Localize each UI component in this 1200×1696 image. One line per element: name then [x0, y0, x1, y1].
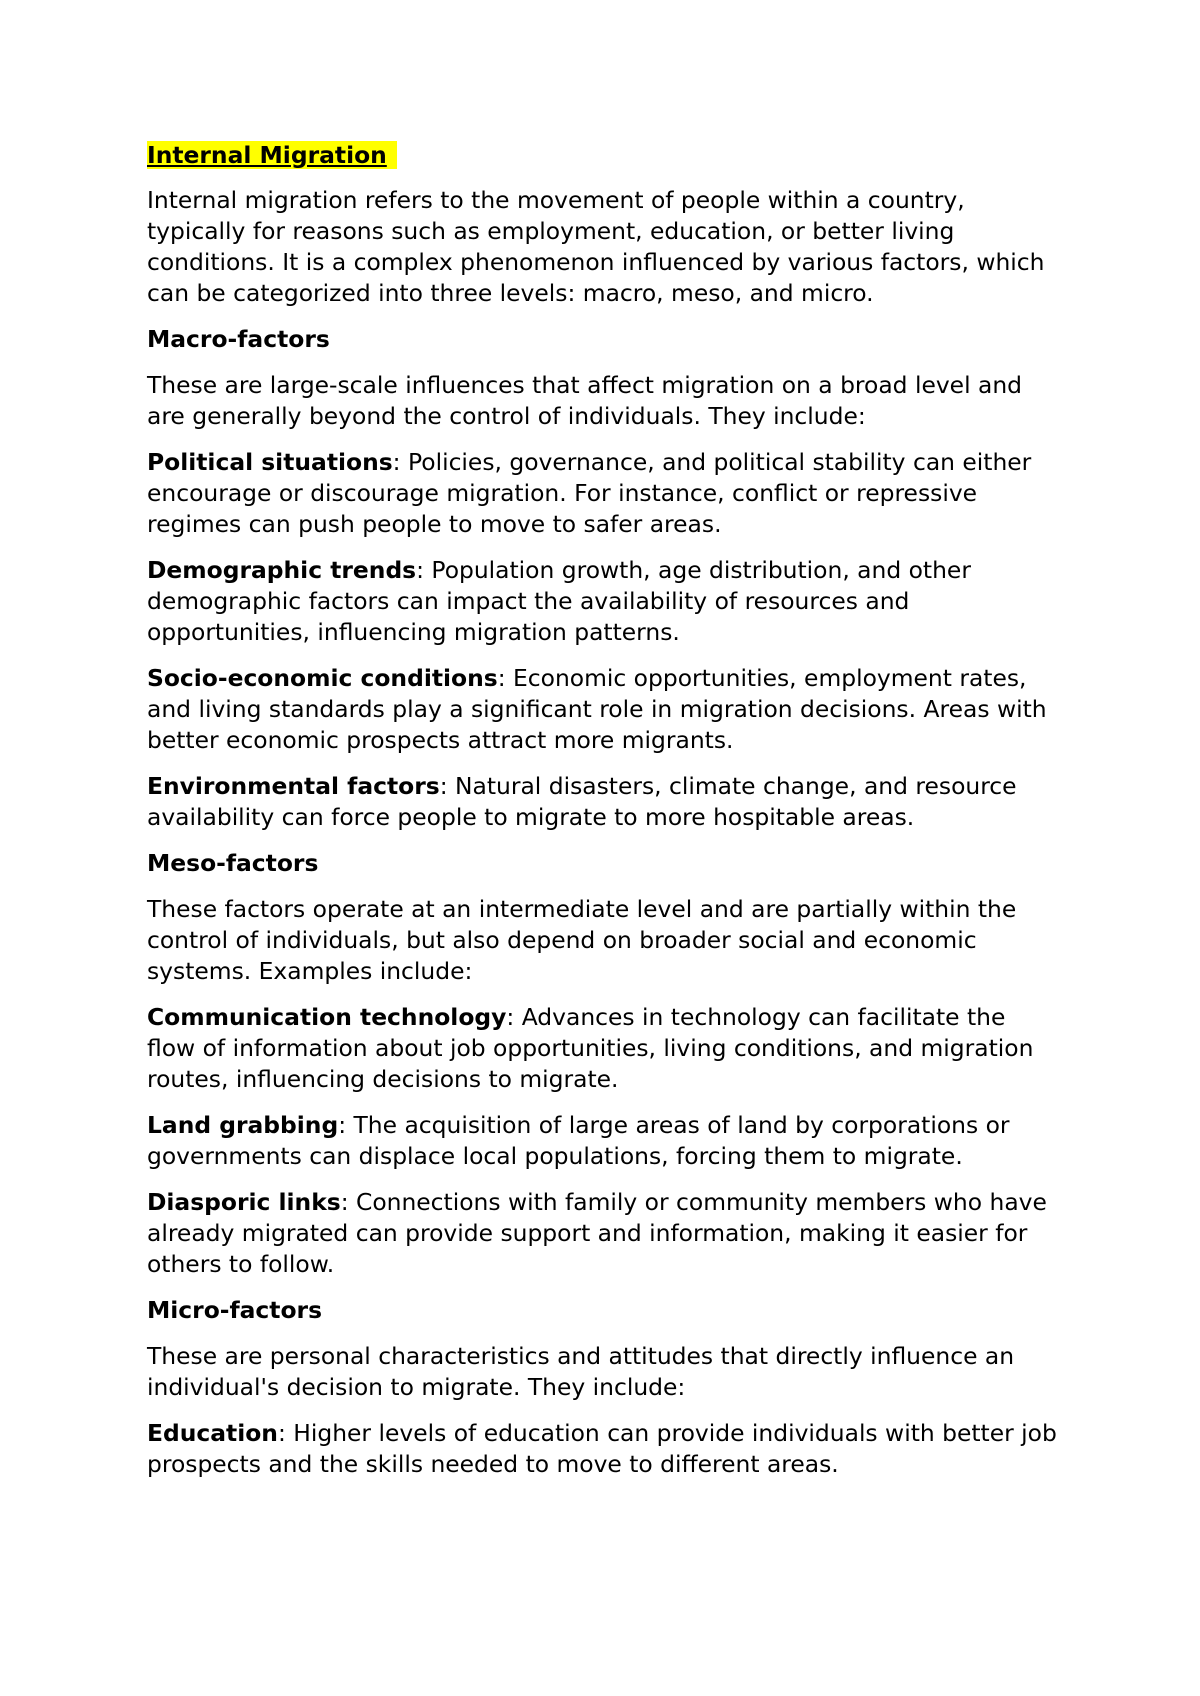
factor-item	[147, 555, 1060, 648]
meso-section	[147, 848, 1060, 1280]
factor-item	[147, 1418, 1060, 1480]
factor-term: Environmental factors	[147, 772, 440, 800]
factor-text: : Higher levels of education can provide individuals with better job prospects and the skills needed to move to different areas.	[147, 1419, 1057, 1478]
factor-item	[147, 663, 1060, 756]
factor-text: : Policies, governance, and political stability can either encourage or discourage migration. For instance, conflict or repressive regimes can push people to move to safer areas.	[147, 448, 1032, 538]
macro-section	[147, 324, 1060, 833]
factor-item	[147, 1110, 1060, 1172]
factor-text: : Natural disasters, climate change, and resource availability can force people to migrate to more hospitable areas.	[147, 772, 1017, 831]
factor-term: Political situations	[147, 448, 393, 476]
section-heading: Macro-factors	[147, 325, 330, 353]
factor-term: Education	[147, 1419, 278, 1447]
factor-item	[147, 1187, 1060, 1280]
document-title	[147, 140, 1060, 171]
factor-item	[147, 1002, 1060, 1095]
factor-item	[147, 771, 1060, 833]
factor-term: Demographic trends	[147, 556, 417, 584]
section-heading: Meso-factors	[147, 849, 319, 877]
micro-section	[147, 1295, 1060, 1480]
factor-text: : Economic opportunities, employment rates, and living standards play a significant role in migration decisions. Areas with better economic prospects attract more migrants.	[147, 664, 1047, 754]
factor-term: Land grabbing	[147, 1111, 339, 1139]
section-heading: Micro-factors	[147, 1296, 323, 1324]
section-intro: These factors operate at an intermediate level and are partially within the control of individuals, but also depend on broader social and economic systems. Examples include:	[147, 895, 1017, 985]
factor-term: Diasporic links	[147, 1188, 341, 1216]
section-intro: These are personal characteristics and attitudes that directly influence an individual's decision to migrate. They include:	[147, 1342, 1015, 1401]
factor-text: : The acquisition of large areas of land by corporations or governments can displace local populations, forcing them to migrate.	[147, 1111, 1010, 1170]
intro-paragraph: Internal migration refers to the movement of people within a country, typically for reasons such as employment, education, or better living conditions. It is a complex phenomenon influenced by various factors, which can be categorized into three levels: macro, meso, and micro.	[147, 186, 1045, 307]
title-highlight: Internal Migration	[147, 141, 397, 169]
section-intro: These are large-scale influences that affect migration on a broad level and are generally beyond the control of individuals. They include:	[147, 371, 1023, 430]
factor-term: Communication technology	[147, 1003, 507, 1031]
factor-term: Socio-economic conditions	[147, 664, 498, 692]
factor-item	[147, 447, 1060, 540]
factor-text: : Connections with family or community members who have already migrated can provide support and information, making it easier for others to follow.	[147, 1188, 1047, 1278]
factor-text: : Advances in technology can facilitate the flow of information about job opportunities, living conditions, and migration routes, influencing decisions to migrate.	[147, 1003, 1034, 1093]
factor-text: : Population growth, age distribution, and other demographic factors can impact the availability of resources and opportunities, influencing migration patterns.	[147, 556, 971, 646]
